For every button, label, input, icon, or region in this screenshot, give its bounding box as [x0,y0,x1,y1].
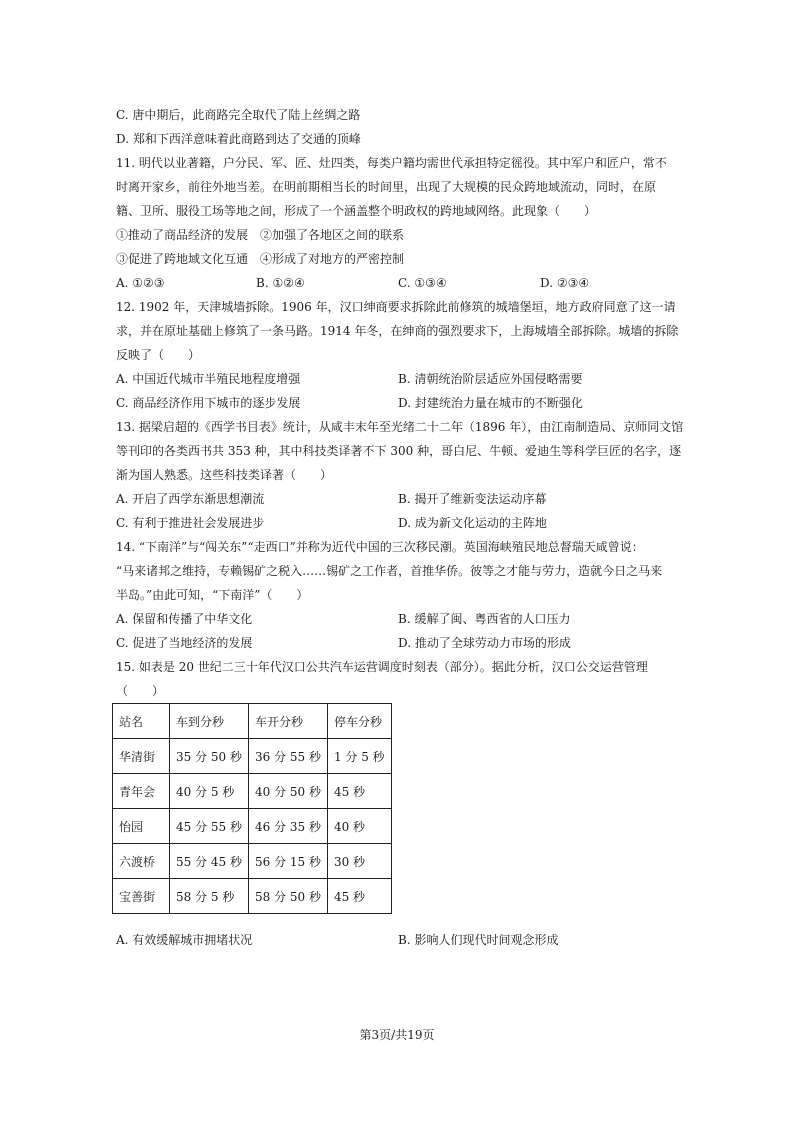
q13-stem-line: 13. 据梁启超的《西学书目表》统计，从咸丰末年至光绪二十二年（1896 年），由江南制造局、京师同文馆 [116,420,684,434]
prev-option-d: D. 郑和下西洋意味着此商路到达了交通的顶峰 [116,132,361,146]
q11-stem-line: 11. 明代以业著籍，户分民、军、匠、灶四类，每类户籍均需世代承担特定徭役。其中军户和匠户，常不 [116,156,667,170]
q12-option-c[interactable]: C. 商品经济作用下城市的逐步发展 [116,396,301,410]
table-cell: 58 分 5 秒 [170,879,249,914]
table-row [113,739,392,774]
table-cell: 40 秒 [327,809,391,844]
q12-option-b[interactable]: B. 清朝统治阶层适应外国侵略需要 [398,372,583,386]
table-header-cell: 车开分秒 [248,704,327,739]
q12-stem-line: 12. 1902 年，天津城墙拆除。1906 年，汉口绅商要求拆除此前修筑的城墙堡垣，地方政府同意了这一请 [116,300,676,314]
table-cell: 青年会 [113,774,170,809]
table-cell: 58 分 50 秒 [248,879,327,914]
table-cell: 40 分 5 秒 [170,774,249,809]
q14-option-b[interactable]: B. 缓解了闽、粤西省的人口压力 [398,612,571,626]
q12-stem-line: 求，并在原址基础上修筑了一条马路。1914 年冬，在绅商的强烈要求下，上海城墙全部拆除。城墙的拆除 [116,324,679,338]
table-row [113,774,392,809]
table-cell: 怡园 [113,809,170,844]
table-header-row [113,704,392,739]
q15-stem-line: 15. 如表是 20 世纪二三十年代汉口公共汽车运营调度时刻表（部分）。据此分析，汉口公交运营管理 [116,660,648,674]
q11-stem-line: 时离开家乡，前往外地当差。在明前期相当长的时间里，出现了大规模的民众跨地域流动，同时，在原 [116,180,657,194]
q13-option-b[interactable]: B. 揭开了维新变法运动序幕 [398,492,547,506]
table-cell: 46 分 35 秒 [248,809,327,844]
q13-option-a[interactable]: A. 开启了西学东渐思想潮流 [116,492,265,506]
table-row [113,879,392,914]
table-cell: 六渡桥 [113,844,170,879]
q13-option-c[interactable]: C. 有利于推进社会发展进步 [116,516,265,530]
table-cell: 华清街 [113,739,170,774]
q11-option-c[interactable]: C. ①③④ [398,276,447,290]
q11-option-a[interactable]: A. ①②③ [116,276,165,290]
page-number-footer: 第3页/共19页 [359,1028,435,1042]
table-cell: 36 分 55 秒 [248,739,327,774]
bus-schedule-table [112,703,392,914]
q14-option-d[interactable]: D. 推动了全球劳动力市场的形成 [398,636,571,650]
table-cell: 宝善街 [113,879,170,914]
q12-option-d[interactable]: D. 封建统治力量在城市的不断强化 [398,396,583,410]
prev-option-c: C. 唐中期后，此商路完全取代了陆上丝绸之路 [116,108,361,122]
table-row [113,844,392,879]
q11-statements: ③促进了跨地域文化互通 ④形成了对地方的严密控制 [116,252,405,266]
q12-stem-line: 反映了（ ） [116,348,201,362]
table-cell: 1 分 5 秒 [327,739,391,774]
q15-option-b[interactable]: B. 影响人们现代时间观念形成 [398,933,559,947]
q11-option-d[interactable]: D. ②③④ [540,276,590,290]
q14-option-a[interactable]: A. 保留和传播了中华文化 [116,612,253,626]
q12-option-a[interactable]: A. 中国近代城市半殖民地程度增强 [116,372,301,386]
q15-option-a[interactable]: A. 有效缓解城市拥堵状况 [116,933,253,947]
table-cell: 55 分 45 秒 [170,844,249,879]
table-cell: 45 秒 [327,879,391,914]
table-header-cell: 车到分秒 [170,704,249,739]
table-cell: 56 分 15 秒 [248,844,327,879]
q15-stem-line: （ ） [116,684,165,698]
table-row [113,809,392,844]
q13-stem-line: 渐为国人熟悉。这些科技类译著（ ） [116,468,333,482]
q14-stem-line: 14. “下南洋”与“闯关东”“走西口”并称为近代中国的三次移民潮。英国海峡殖民地总督瑞天咸曾说： [116,540,644,554]
table-cell: 30 秒 [327,844,391,879]
q11-statements: ①推动了商品经济的发展 ②加强了各地区之间的联系 [116,228,405,242]
table-header-cell: 站名 [113,704,170,739]
table-cell: 45 分 55 秒 [170,809,249,844]
q14-stem-line: 半岛。”由此可知，“下南洋”（ ） [116,588,309,602]
table-cell: 35 分 50 秒 [170,739,249,774]
q11-stem-line: 籍、卫所、服役工场等地之间，形成了一个涵盖整个明政权的跨地域网络。此现象（ ） [116,204,597,218]
q14-option-c[interactable]: C. 促进了当地经济的发展 [116,636,253,650]
q14-stem-line: “马来诸邦之维持，专赖锡矿之税入……锡矿之工作者，首推华侨。彼等之才能与劳力，造就今日之马来 [116,564,663,578]
q11-option-b[interactable]: B. ①②④ [256,276,305,290]
q13-stem-line: 等刊印的各类西书共 353 种，其中科技类译著不下 300 种，哥白尼、牛顿、爱迪生等科学巨匠的名字，逐 [116,444,682,458]
table-header-cell: 停车分秒 [327,704,391,739]
table-cell: 40 分 50 秒 [248,774,327,809]
q13-option-d[interactable]: D. 成为新文化运动的主阵地 [398,516,547,530]
table-cell: 45 秒 [327,774,391,809]
